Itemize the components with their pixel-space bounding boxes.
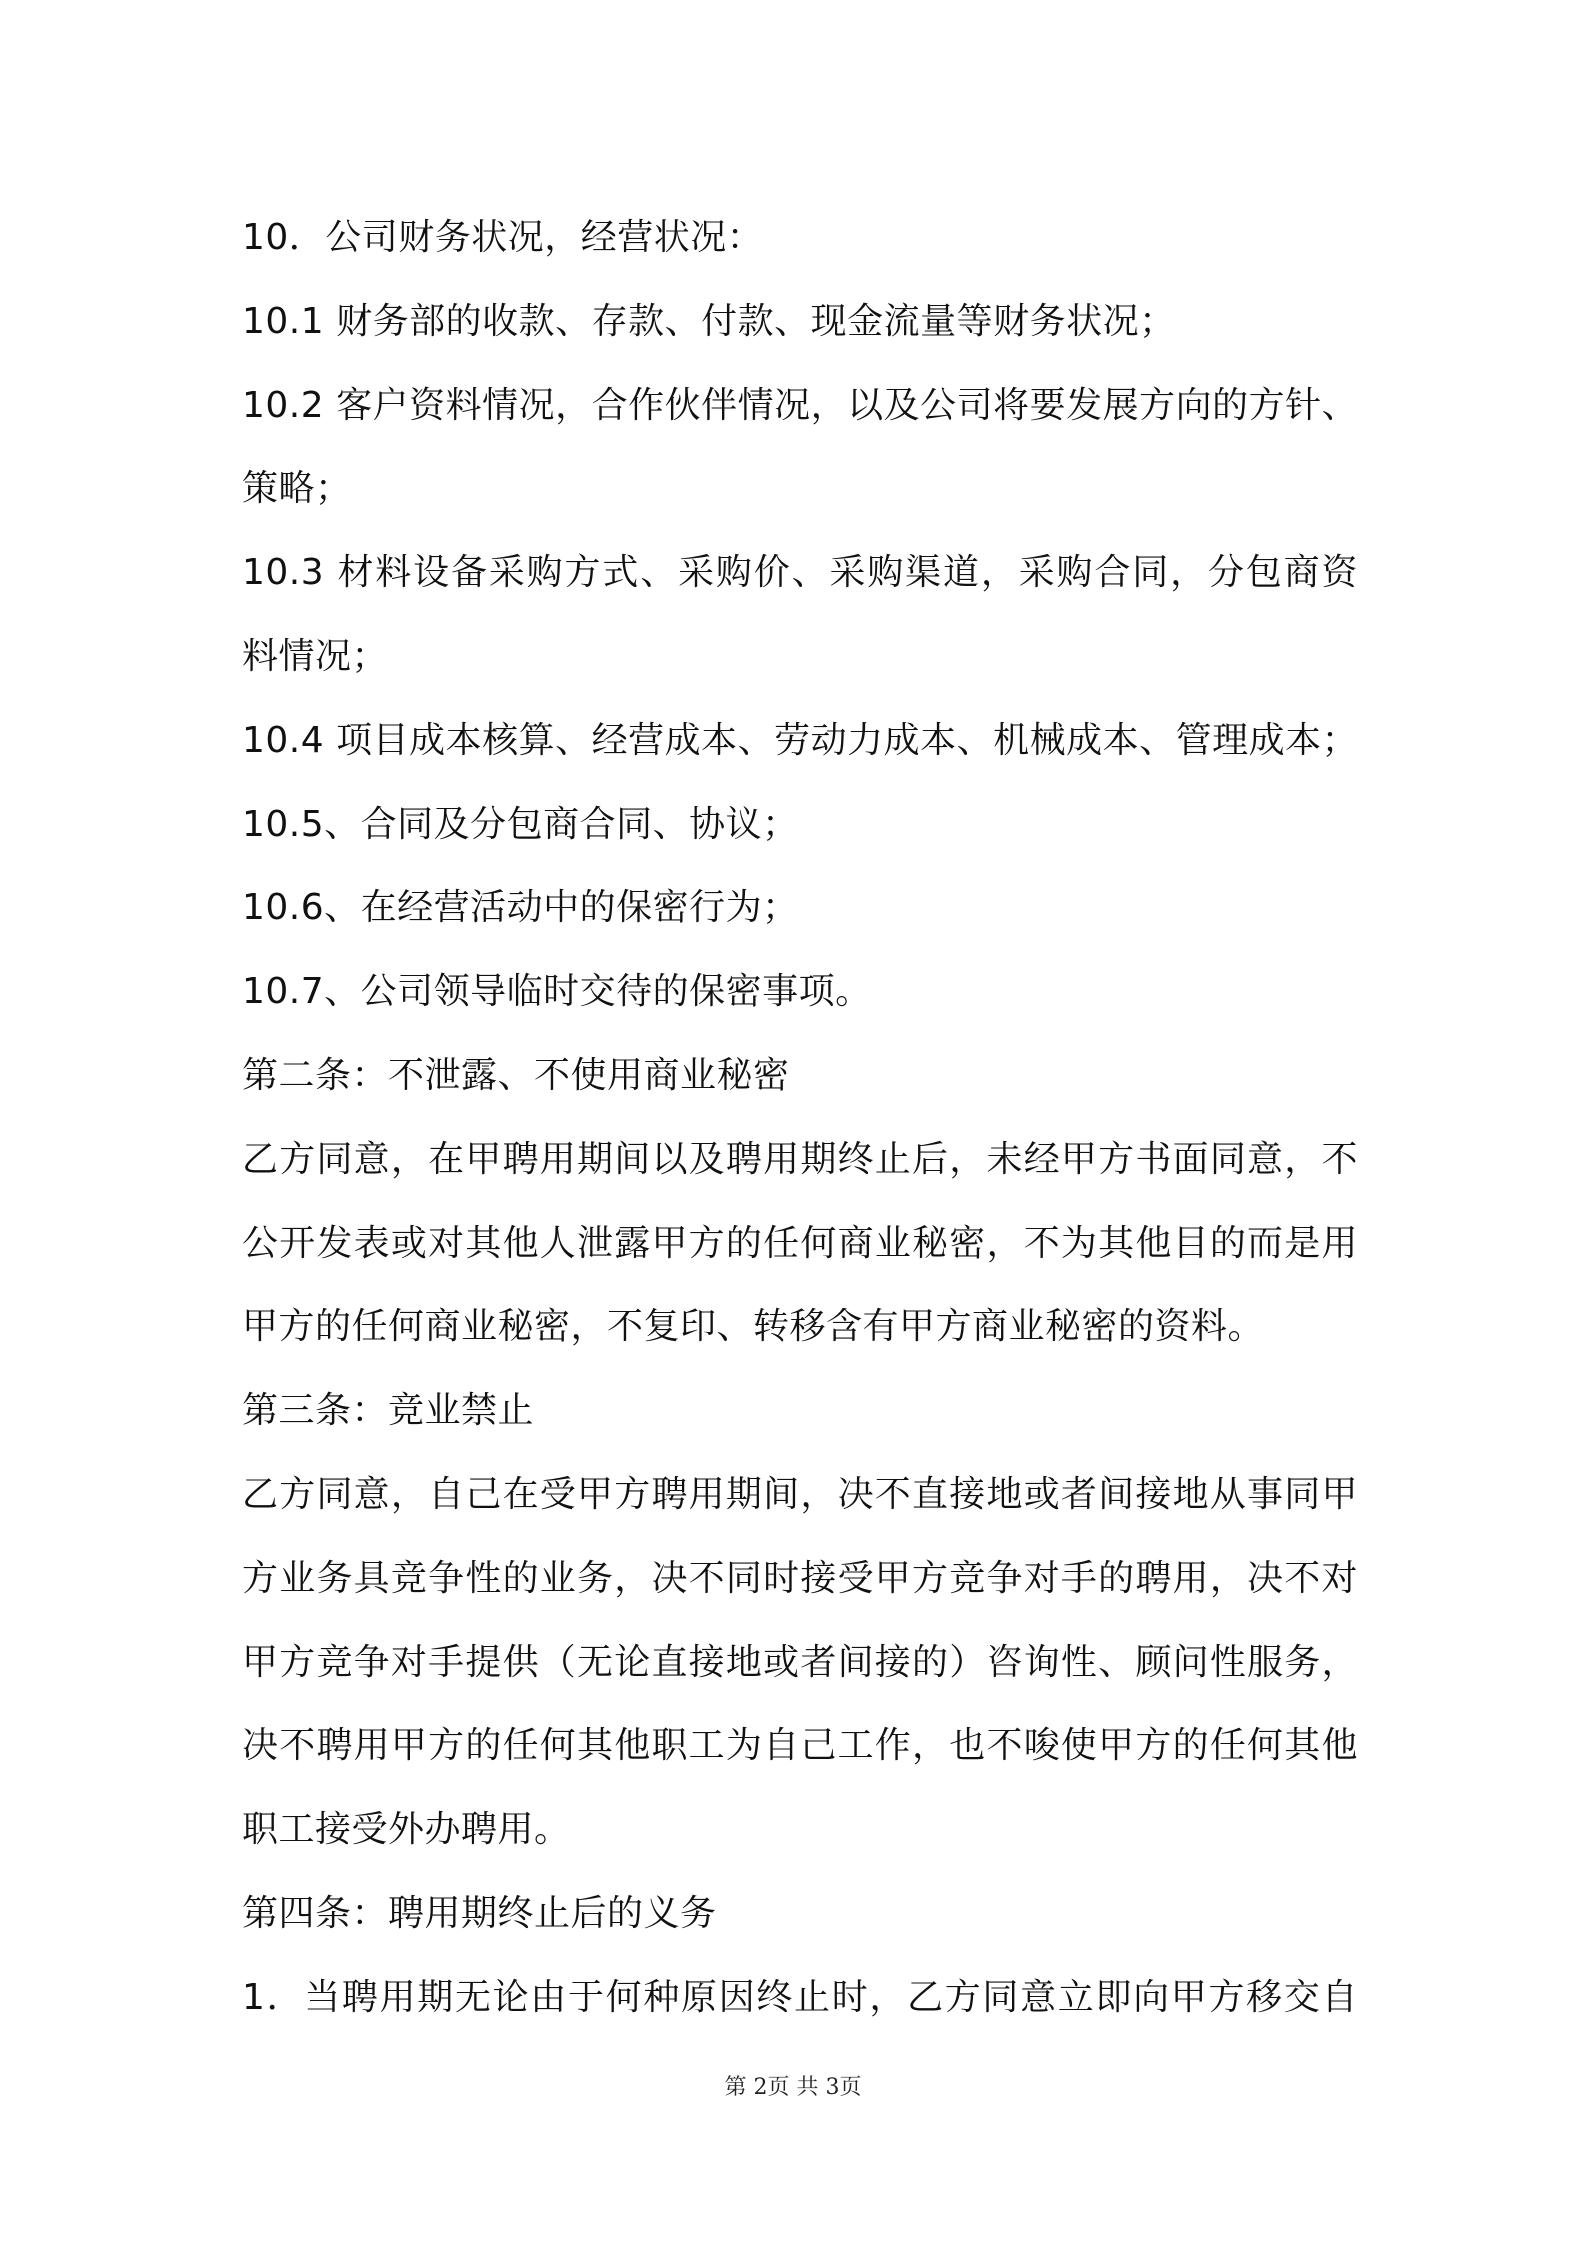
article-2-paragraph-line-2: 公开发表或对其他人泄露甲方的任何商业秘密，不为其他目的而是用 (242, 1222, 1358, 1264)
page-number-footer: 第 2页 共 3页 (724, 2075, 862, 2100)
clause-10-2-line-1: 10.2 客户资料情况，合作伙伴情况，以及公司将要发展方向的方针、 (242, 384, 1359, 426)
clause-10-6: 10.6、在经营活动中的保密行为； (242, 887, 799, 929)
article-3-paragraph-line-2: 方业务具竞争性的业务，决不同时接受甲方竞争对手的聘用，决不对 (242, 1557, 1358, 1599)
clause-10-1: 10.1 财务部的收款、存款、付款、现金流量等财务状况； (242, 300, 1176, 342)
article-3-heading: 第三条：竞业禁止 (242, 1390, 535, 1432)
article-3-paragraph-line-3: 甲方竞争对手提供（无论直接地或者间接的）咨询性、顾问性服务， (242, 1641, 1358, 1683)
article-4-heading: 第四条：聘用期终止后的义务 (242, 1892, 717, 1934)
clause-10-4: 10.4 项目成本核算、经营成本、劳动力成本、机械成本、管理成本； (242, 719, 1359, 761)
clause-10-2-line-2: 策略； (242, 468, 352, 510)
article-2-heading: 第二条：不泄露、不使用商业秘密 (242, 1054, 790, 1096)
article-2-paragraph-line-1: 乙方同意，在甲聘用期间以及聘用期终止后，未经甲方书面同意，不 (242, 1138, 1358, 1180)
article-2-paragraph-line-3: 甲方的任何商业秘密，不复印、转移含有甲方商业秘密的资料。 (242, 1306, 1265, 1348)
article-3-paragraph-line-5: 职工接受外办聘用。 (242, 1809, 571, 1851)
clause-10-7: 10.7、公司领导临时交待的保密事项。 (242, 971, 872, 1013)
clause-10-5: 10.5、合同及分包商合同、协议； (242, 803, 799, 845)
clause-10-3-line-1: 10.3 材料设备采购方式、采购价、采购渠道，采购合同，分包商资 (242, 552, 1358, 594)
article-3-paragraph-line-1: 乙方同意，自己在受甲方聘用期间，决不直接地或者间接地从事同甲 (242, 1473, 1358, 1515)
clause-10-3-line-2: 料情况； (242, 635, 389, 677)
article-3-paragraph-line-4: 决不聘用甲方的任何其他职工为自己工作，也不唆使甲方的任何其他 (242, 1725, 1358, 1767)
document-body (242, 196, 1358, 2040)
clause-10-heading: 10．公司财务状况，经营状况： (242, 217, 764, 258)
article-4-item-1-line-1: 1．当聘用期无论由于何种原因终止时，乙方同意立即向甲方移交自 (242, 1976, 1358, 2018)
